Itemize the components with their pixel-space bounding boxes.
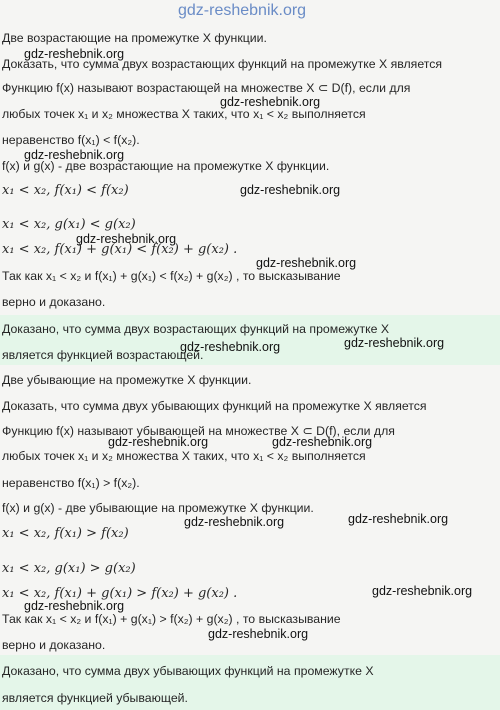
watermark: gdz-reshebnik.org <box>208 627 309 641</box>
conclusion-decreasing-line-2: верно и доказано. <box>2 638 106 652</box>
watermark: gdz-reshebnik.org <box>348 512 449 526</box>
heading-increasing: Две возрастающие на промежутке X функции. <box>2 31 267 45</box>
inequality-f-increasing: x₁ < x₂, f(x₁) < f(x₂) <box>2 183 129 198</box>
watermark: gdz-reshebnik.org <box>24 47 125 61</box>
watermark: gdz-reshebnik.org <box>24 148 125 162</box>
inequality-g-decreasing: x₁ < x₂, g(x₁) > g(x₂) <box>2 561 136 576</box>
watermark: gdz-reshebnik.org <box>180 340 281 354</box>
definition-increasing-line-1: Функцию f(x) называют возрастающей на множестве X ⊂ D(f), если для <box>2 81 411 95</box>
proved-decreasing-line-1: Доказано, что сумма двух убывающих функций на промежутке X <box>2 664 374 678</box>
watermark: gdz-reshebnik.org <box>256 256 357 270</box>
conclusion-increasing-line-1: Так как x₁ < x₂ и f(x₁) + g(x₁) < f(x₂) + g(x₂) , то высказывание <box>2 269 341 283</box>
watermark: gdz-reshebnik.org <box>220 95 321 109</box>
conclusion-decreasing-line-1: Так как x₁ < x₂ и f(x₁) + g(x₁) > f(x₂) + g(x₂) , то высказывание <box>2 612 341 626</box>
watermark: gdz-reshebnik.org <box>344 336 445 350</box>
watermark: gdz-reshebnik.org <box>178 2 307 19</box>
task-increasing: Доказать, что сумма двух возрастающих функций на промежутке X является <box>2 57 443 71</box>
inequality-sum-decreasing: x₁ < x₂, f(x₁) + g(x₁) > f(x₂) + g(x₂) . <box>2 586 238 601</box>
definition-decreasing-line-3: неравенство f(x₁) > f(x₂). <box>2 476 140 490</box>
given-increasing: f(x) и g(x) - две возрастающие на промежутке X функции. <box>2 159 330 173</box>
definition-decreasing-line-2: любых точек x₁ и x₂ множества X таких, что x₁ < x₂ выполняется <box>2 449 366 463</box>
watermark: gdz-reshebnik.org <box>108 435 209 449</box>
watermark: gdz-reshebnik.org <box>76 232 177 246</box>
proved-increasing-line-2: является функцией возрастающей. <box>2 348 204 362</box>
watermark: gdz-reshebnik.org <box>272 435 373 449</box>
watermark: gdz-reshebnik.org <box>240 183 341 197</box>
watermark: gdz-reshebnik.org <box>24 599 125 613</box>
definition-decreasing-line-1: Функцию f(x) называют убывающей на множестве X ⊂ D(f), если для <box>2 424 395 438</box>
watermark: gdz-reshebnik.org <box>372 584 473 598</box>
inequality-sum-increasing: x₁ < x₂, f(x₁) + g(x₁) < f(x₂) + g(x₂) . <box>2 242 238 257</box>
task-decreasing: Доказать, что сумма двух убывающих функций на промежутке X является <box>2 399 427 413</box>
watermark: gdz-reshebnik.org <box>184 515 285 529</box>
given-decreasing: f(x) и g(x) - две убывающие на промежутке X функции. <box>2 501 314 515</box>
conclusion-increasing-line-2: верно и доказано. <box>2 295 106 309</box>
proved-decreasing-line-2: является функцией убывающей. <box>2 691 188 705</box>
inequality-f-decreasing: x₁ < x₂, f(x₁) > f(x₂) <box>2 526 129 541</box>
proved-increasing-line-1: Доказано, что сумма двух возрастающих функций на промежутке X <box>2 322 390 336</box>
heading-decreasing: Две убывающие на промежутке X функции. <box>2 373 252 387</box>
inequality-g-increasing: x₁ < x₂, g(x₁) < g(x₂) <box>2 217 136 232</box>
definition-increasing-line-3: неравенство f(x₁) < f(x₂). <box>2 133 140 147</box>
definition-increasing-line-2: любых точек x₁ и x₂ множества X таких, что x₁ < x₂ выполняется <box>2 107 366 121</box>
